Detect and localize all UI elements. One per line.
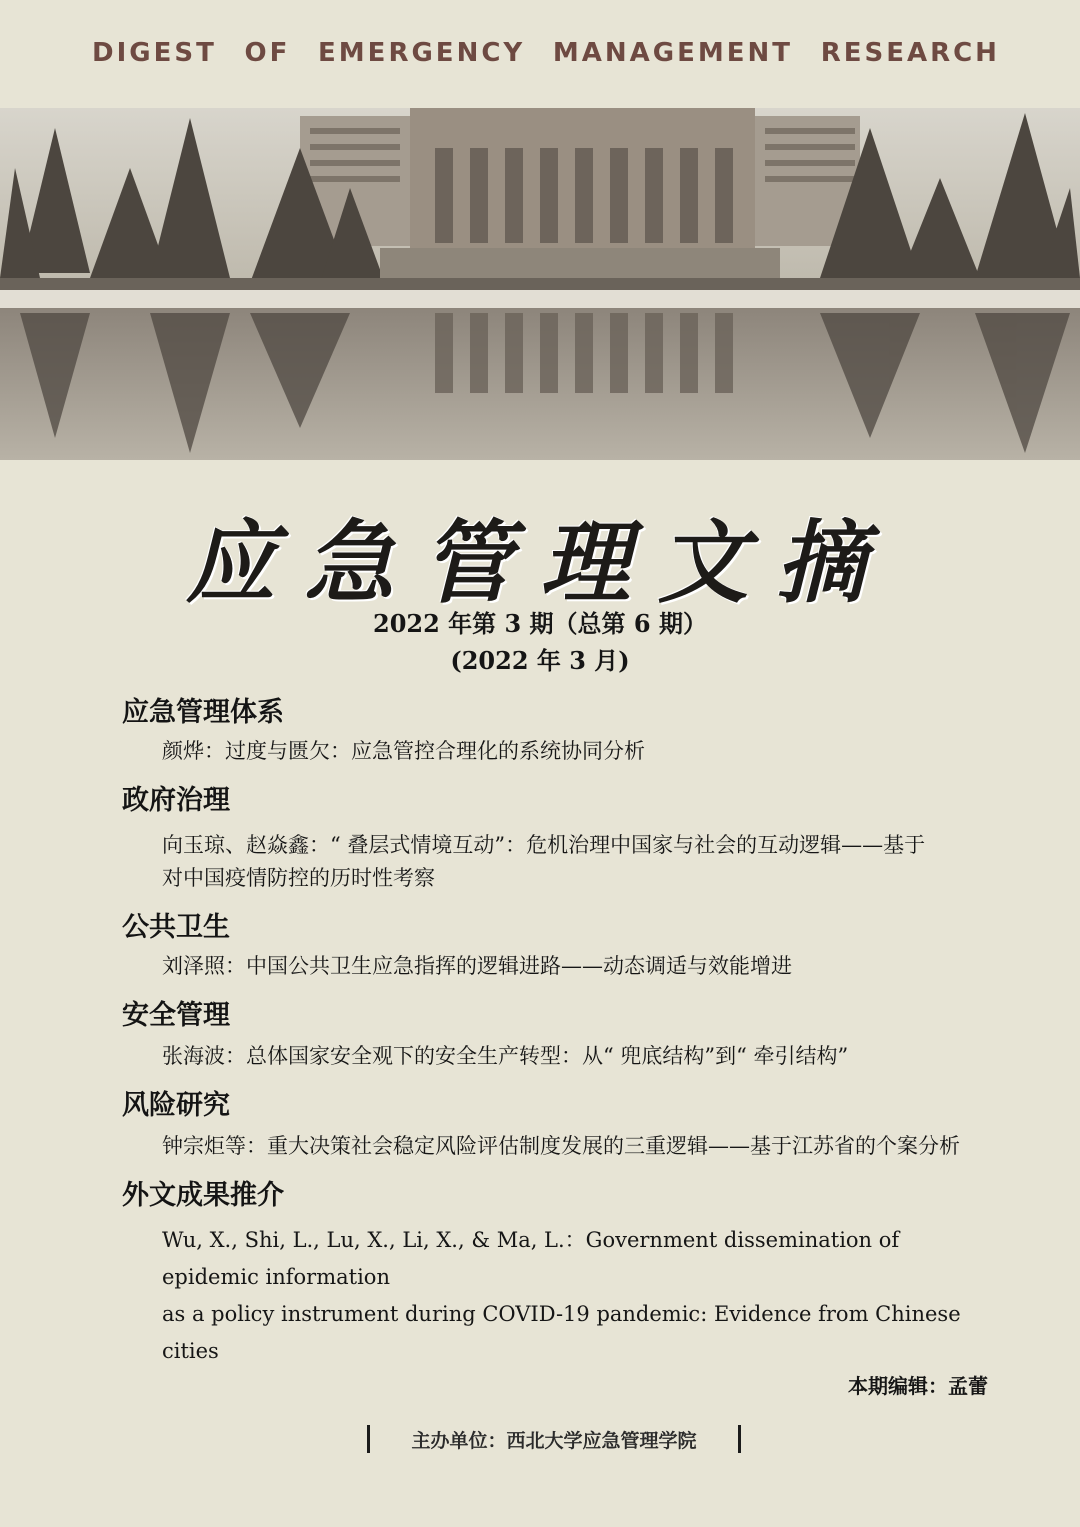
- toc-section: [122, 1173, 1002, 1370]
- host-organization-text: 主办单位：西北大学应急管理学院: [411, 1429, 697, 1452]
- article-entry-continuation: 对中国疫情防控的历时性考察: [162, 866, 435, 890]
- article-entry: 张海波：总体国家安全观下的安全生产转型：从“ 兜底结构”到“ 牵引结构”: [162, 1044, 849, 1068]
- article-entry: 颜烨：过度与匮欠：应急管控合理化的系统协同分析: [162, 739, 645, 763]
- table-of-contents: [122, 690, 1002, 1370]
- toc-section: [122, 690, 1002, 768]
- masthead-word: RESEARCH: [820, 38, 1000, 68]
- section-title: 应急管理体系: [122, 697, 284, 728]
- masthead-word: OF: [244, 38, 291, 68]
- section-title: 政府治理: [122, 785, 230, 816]
- issue-number: 2022 年第 3 期（总第 6 期）: [373, 609, 707, 638]
- divider-bar: [738, 1425, 741, 1453]
- english-masthead: [0, 38, 1080, 68]
- section-title: 外文成果推介: [122, 1180, 284, 1211]
- section-title: 风险研究: [122, 1090, 230, 1121]
- campus-photo-illustration: [0, 108, 1080, 460]
- masthead-word: MANAGEMENT: [552, 38, 794, 68]
- masthead-word: EMERGENCY: [318, 38, 526, 68]
- toc-section: [122, 778, 1002, 895]
- masthead-word: DIGEST: [92, 38, 217, 68]
- divider-bar: [367, 1425, 370, 1453]
- issue-date: (2022 年 3 月): [450, 646, 630, 675]
- host-organization: [367, 1423, 741, 1455]
- journal-title-chinese: 应急管理文摘: [186, 510, 894, 616]
- toc-section: [122, 905, 1002, 983]
- toc-section: [122, 993, 1002, 1073]
- section-title: 安全管理: [122, 1000, 230, 1031]
- issue-editor: 本期编辑：孟蕾: [848, 1374, 988, 1398]
- toc-section: [122, 1083, 1002, 1163]
- article-entry: 向玉琼、赵焱鑫：“ 叠层式情境互动”：危机治理中国家与社会的互动逻辑——基于: [162, 833, 926, 857]
- article-entry: 钟宗炬等：重大决策社会稳定风险评估制度发展的三重逻辑——基于江苏省的个案分析: [162, 1134, 960, 1158]
- section-title: 公共卫生: [122, 912, 230, 943]
- article-entry: 刘泽照：中国公共卫生应急指挥的逻辑进路——动态调适与效能增进: [162, 954, 792, 978]
- article-entry: Wu, X., Shi, L., Lu, X., Li, X., & Ma, L.：Government dissemination of epidemic information: [162, 1228, 900, 1289]
- article-entry-continuation: as a policy instrument during COVID-19 pandemic: Evidence from Chinese cities: [162, 1302, 961, 1363]
- campus-photo: [0, 108, 1080, 460]
